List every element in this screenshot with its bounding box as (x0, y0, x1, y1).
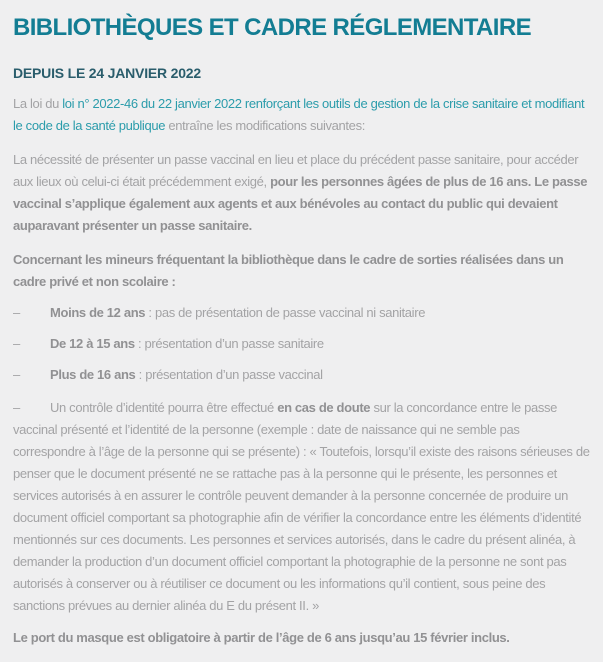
vaccine-pass-text: La nécessité de présenter un passe vaccinal en lieu et place du précédent passe sanitaire, pour accéder aux lieux où celui-ci était précédemment exigé, (13, 152, 579, 189)
vaccine-pass-paragraph (13, 149, 590, 237)
intro-text-after-link: entraîne les modifications suivantes: (165, 118, 365, 133)
age-label: Plus de 16 ans (50, 367, 136, 382)
mask-rule-paragraph: Le port du masque est obligatoire à partir de l’âge de 6 ans jusqu’au 15 février inclus. (13, 630, 510, 645)
identity-check-bold-text: en cas de doute (277, 400, 371, 415)
age-rule-text: : présentation d’un passe sanitaire (134, 336, 324, 351)
age-label: Moins de 12 ans (50, 305, 146, 320)
list-dash: – (13, 305, 20, 320)
age-rule-text: : pas de présentation de passe vaccinal ni sanitaire (145, 305, 426, 320)
date-heading: DEPUIS LE 24 JANVIER 2022 (13, 65, 201, 81)
age-rule-text: : présentation d’un passe vaccinal (135, 367, 323, 382)
list-dash: – (13, 336, 20, 351)
page-title: BIBLIOTHÈQUES ET CADRE RÉGLEMENTAIRE (13, 14, 531, 41)
law-link[interactable]: loi n° 2022-46 du 22 janvier 2022 renforçant les outils de gestion de la crise sanitaire et modifiant le code de la santé publique (13, 96, 585, 133)
list-item (13, 302, 590, 324)
minors-heading-paragraph: Concernant les mineurs fréquentant la bibliothèque dans le cadre de sorties réalisées dans un cadre privé et non scolaire : (13, 252, 564, 289)
identity-check-paragraph (13, 397, 590, 617)
vaccine-pass-bold-text: pour les personnes âgées de plus de 16 ans. Le passe vaccinal s’applique également aux agents et aux bénévoles au contact du public qui devaient auparavant présenter un passe sanitaire. (13, 174, 588, 233)
age-rules-list (13, 302, 590, 386)
list-dash: – (13, 400, 20, 415)
intro-text-before-link: La loi du (13, 96, 63, 111)
list-item (13, 364, 590, 386)
identity-check-text: Un contrôle d’identité pourra être effectué (50, 400, 278, 415)
age-label: De 12 à 15 ans (50, 336, 135, 351)
list-item (13, 333, 590, 355)
identity-check-quote-text: sur la concordance entre le passe vaccinal présenté et l’identité de la personne (exemple : date de naissance qui ne semble pas correspondre à l’âge de la personne qui se présente) : « Toutefois, lorsqu’il existe des raisons sérieuses de penser que le document présenté ne se rattache pas à la personne qui le présente, les personnes et services autorisés à en assurer le contrôle peuvent demander à la personne concernée de produire un document officiel comportant sa photographie afin de vérifier la concordance entre les éléments d’identité mentionnés sur ces documents. Les personnes et services autorisés, dans le cadre du présent alinéa, à demander la production d’un document officiel comportant la photographie de la personne ne sont pas autorisés à conserver ou à réutiliser ce document ou les informations qu’il contient, sous peine des sanctions prévues au dernier alinéa du E du présent II. » (13, 400, 590, 613)
list-dash: – (13, 367, 20, 382)
intro-paragraph (13, 93, 590, 137)
